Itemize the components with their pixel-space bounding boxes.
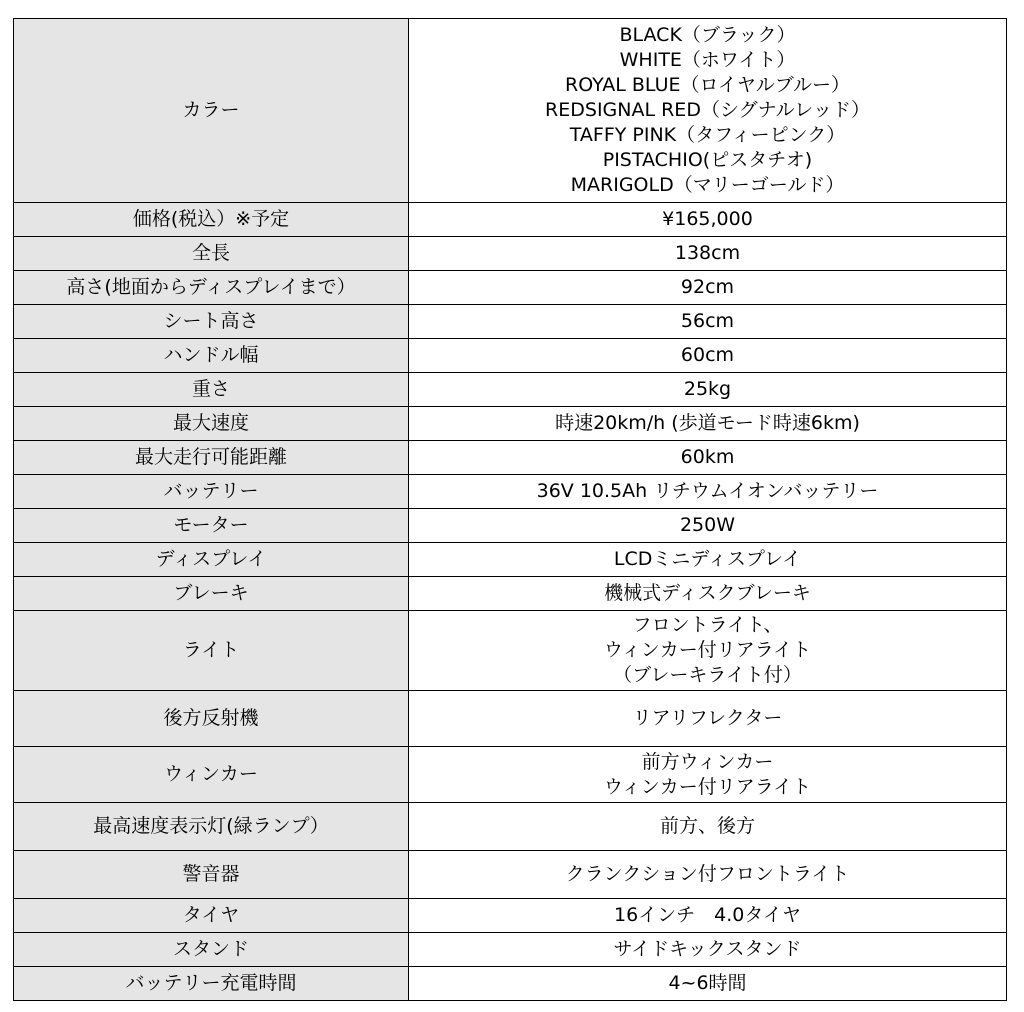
spec-row-stand: [14, 933, 1007, 967]
spec-row-turn-signal: [14, 747, 1007, 803]
spec-row-weight: [14, 373, 1007, 407]
spec-label: 最大速度: [14, 407, 409, 441]
spec-value-line: フロントライト、: [632, 614, 783, 636]
spec-row-display: [14, 543, 1007, 577]
spec-value: [409, 19, 1007, 203]
spec-value: 92cm: [409, 271, 1007, 305]
spec-label: 価格(税込）※予定: [14, 203, 409, 237]
spec-label: ブレーキ: [14, 577, 409, 611]
spec-value: サイドキックスタンド: [409, 933, 1007, 967]
spec-label: タイヤ: [14, 899, 409, 933]
spec-row-max-speed: [14, 407, 1007, 441]
spec-row-horn: [14, 851, 1007, 899]
spec-value: 250W: [409, 509, 1007, 543]
spec-row-seat-height: [14, 305, 1007, 339]
spec-value: 36V 10.5Ah リチウムイオンバッテリー: [409, 475, 1007, 509]
spec-label: ハンドル幅: [14, 339, 409, 373]
spec-value: LCDミニディスプレイ: [409, 543, 1007, 577]
spec-row-charge-time: [14, 967, 1007, 1001]
spec-label: 高さ(地面からディスプレイまで）: [14, 271, 409, 305]
spec-label: ウィンカー: [14, 747, 409, 803]
spec-value: リアリフレクター: [409, 691, 1007, 747]
spec-row-height: [14, 271, 1007, 305]
spec-row-range: [14, 441, 1007, 475]
spec-value: 60km: [409, 441, 1007, 475]
spec-label: シート高さ: [14, 305, 409, 339]
spec-label: ライト: [14, 611, 409, 691]
spec-value-line: ウィンカー付リアライト: [603, 775, 812, 798]
spec-value: [409, 747, 1007, 803]
spec-value-line: REDSIGNAL RED（シグナルレッド）: [545, 99, 870, 121]
spec-value-line: BLACK（ブラック）: [619, 24, 796, 46]
spec-label: 全長: [14, 237, 409, 271]
spec-value-line: （ブレーキライト付）: [613, 664, 802, 686]
spec-row-motor: [14, 509, 1007, 543]
spec-label: モーター: [14, 509, 409, 543]
spec-value: 時速20km/h (歩道モード時速6km): [409, 407, 1007, 441]
spec-value-line: MARIGOLD（マリーゴールド）: [570, 174, 845, 196]
spec-value: 16インチ 4.0タイヤ: [409, 899, 1007, 933]
spec-label: ディスプレイ: [14, 543, 409, 577]
spec-value: 前方、後方: [409, 803, 1007, 851]
spec-label: 最大走行可能距離: [14, 441, 409, 475]
spec-value: 25kg: [409, 373, 1007, 407]
spec-table: [13, 18, 1007, 1001]
spec-value: 機械式ディスクブレーキ: [409, 577, 1007, 611]
spec-value-line: ウィンカー付リアライト: [603, 639, 812, 661]
spec-value: 60cm: [409, 339, 1007, 373]
spec-value-line: PISTACHIO(ピスタチオ): [602, 149, 813, 171]
spec-row-color: [14, 19, 1007, 203]
spec-value: 4~6時間: [409, 967, 1007, 1001]
spec-label: 後方反射機: [14, 691, 409, 747]
spec-value: 56cm: [409, 305, 1007, 339]
spec-value: ¥165,000: [409, 203, 1007, 237]
spec-row-price: [14, 203, 1007, 237]
spec-row-tire: [14, 899, 1007, 933]
spec-label: カラー: [14, 19, 409, 203]
spec-label: 最高速度表示灯(緑ランプ）: [14, 803, 409, 851]
spec-label: バッテリー充電時間: [14, 967, 409, 1001]
spec-value-line: WHITE（ホワイト）: [619, 49, 796, 71]
spec-row-brake: [14, 577, 1007, 611]
spec-value: 138cm: [409, 237, 1007, 271]
spec-value: [409, 611, 1007, 691]
spec-row-light: [14, 611, 1007, 691]
spec-label: スタンド: [14, 933, 409, 967]
spec-row-length: [14, 237, 1007, 271]
spec-value-line: ROYAL BLUE（ロイヤルブルー）: [565, 74, 850, 96]
spec-value: クランクション付フロントライト: [409, 851, 1007, 899]
spec-row-battery: [14, 475, 1007, 509]
spec-value-line: 前方ウィンカー: [641, 750, 774, 773]
spec-row-rear-reflector: [14, 691, 1007, 747]
spec-label: 重さ: [14, 373, 409, 407]
spec-label: バッテリー: [14, 475, 409, 509]
spec-row-speed-indicator: [14, 803, 1007, 851]
spec-value-line: TAFFY PINK（タフィーピンク）: [569, 124, 846, 146]
spec-row-handle-width: [14, 339, 1007, 373]
spec-label: 警音器: [14, 851, 409, 899]
spec-table-body: [14, 19, 1007, 1001]
